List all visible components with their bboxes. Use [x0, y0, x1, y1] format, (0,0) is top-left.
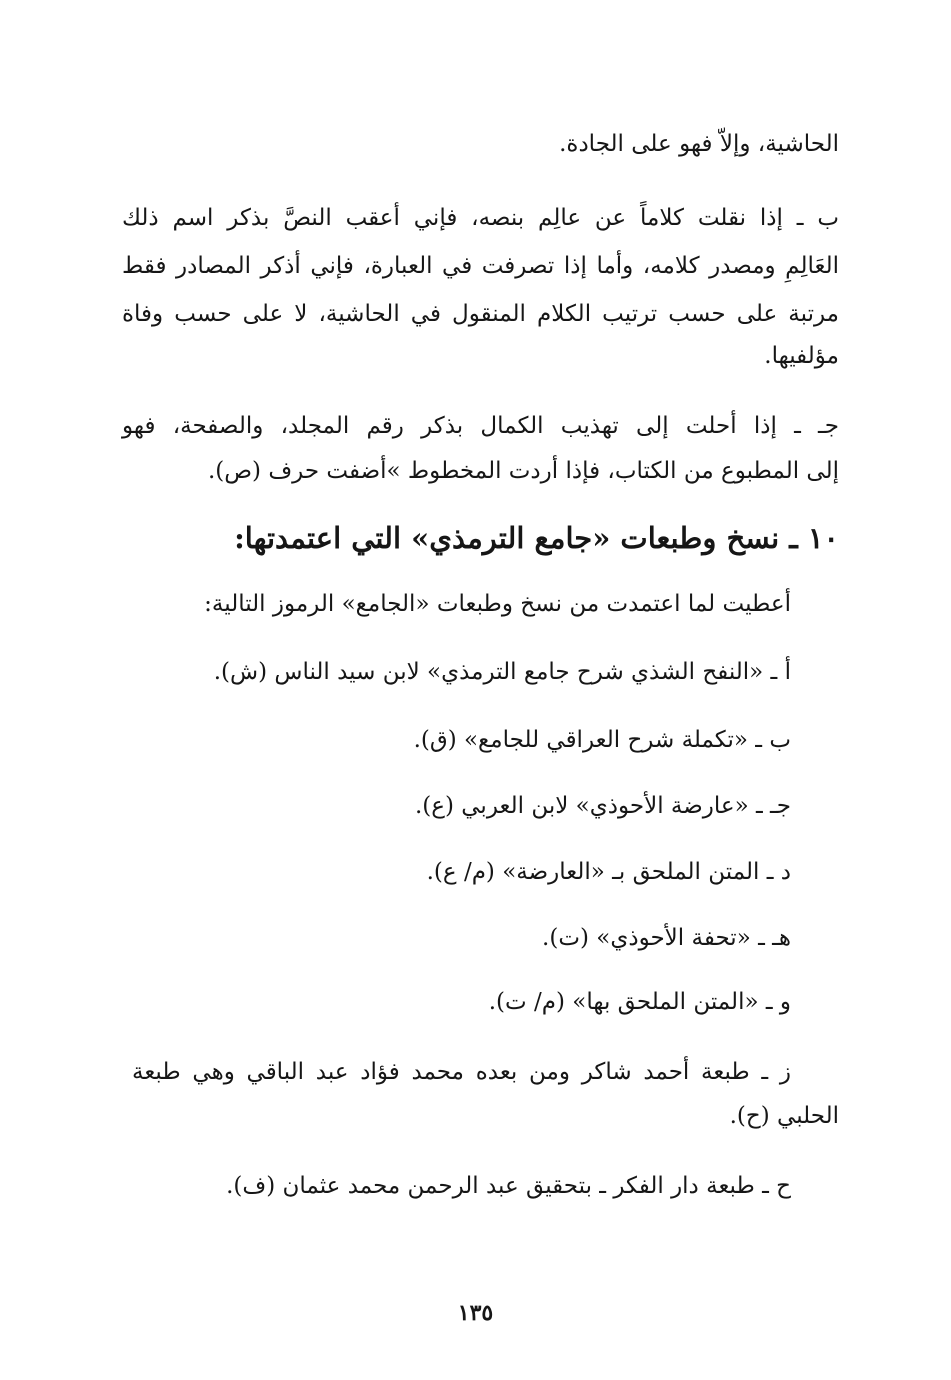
list-item-h: هـ ـ «تحفة الأحوذي» (ت). [542, 925, 791, 951]
text-line-j-1: جـ ـ إذا أحلت إلى تهذيب الكمال بذكر رقم المجلد، والصفحة، فهو [122, 413, 839, 439]
text-line-b-4: مؤلفيها. [764, 343, 839, 369]
list-item-z-2: الحلبي (ح). [729, 1103, 839, 1129]
text-line-continuation: الحاشية، وإلاّ فهو على الجادة. [559, 131, 839, 157]
list-item-b: ب ـ «تكملة شرح العراقي للجامع» (ق). [413, 727, 791, 753]
list-item-a: أ ـ «النفح الشذي شرح جامع الترمذي» لابن سيد الناس (ش). [213, 659, 791, 685]
text-line-j-2: إلى المطبوع من الكتاب، فإذا أردت المخطوط »أضفت حرف (ص). [207, 458, 839, 484]
text-line-b-3: مرتبة على حسب ترتيب الكلام المنقول في الحاشية، لا على حسب وفاة [122, 301, 839, 327]
intro-line: أعطيت لما اعتمدت من نسخ وطبعات «الجامع» الرموز التالية: [204, 591, 791, 617]
text-line-b-2: العَالِمِ ومصدر كلامه، وأما إذا تصرفت في العبارة، فإني أذكر المصادر فقط [122, 253, 839, 279]
list-item-z-1: ز ـ طبعة أحمد شاكر ومن بعده محمد فؤاد عبد الباقي وهي طبعة [132, 1059, 791, 1085]
list-item-h2: ح ـ طبعة دار الفكر ـ بتحقيق عبد الرحمن محمد عثمان (ف). [226, 1173, 791, 1199]
section-heading: ١٠ ـ نسخ وطبعات «جامع الترمذي» التي اعتمدتها: [234, 521, 839, 555]
list-item-j: جـ ـ «عارضة الأحوذي» لابن العربي (ع). [414, 793, 791, 819]
list-item-d: د ـ المتن الملحق بـ «العارضة» (م/ ع). [426, 859, 791, 885]
text-line-b-1: ب ـ إذا نقلت كلاماً عن عالِم بنصه، فإني أعقب النصَّ بذكر اسم ذلك [122, 205, 839, 231]
list-item-w: و ـ «المتن الملحق بها» (م/ ت). [488, 989, 791, 1015]
page-number: ١٣٥ [457, 1300, 494, 1326]
